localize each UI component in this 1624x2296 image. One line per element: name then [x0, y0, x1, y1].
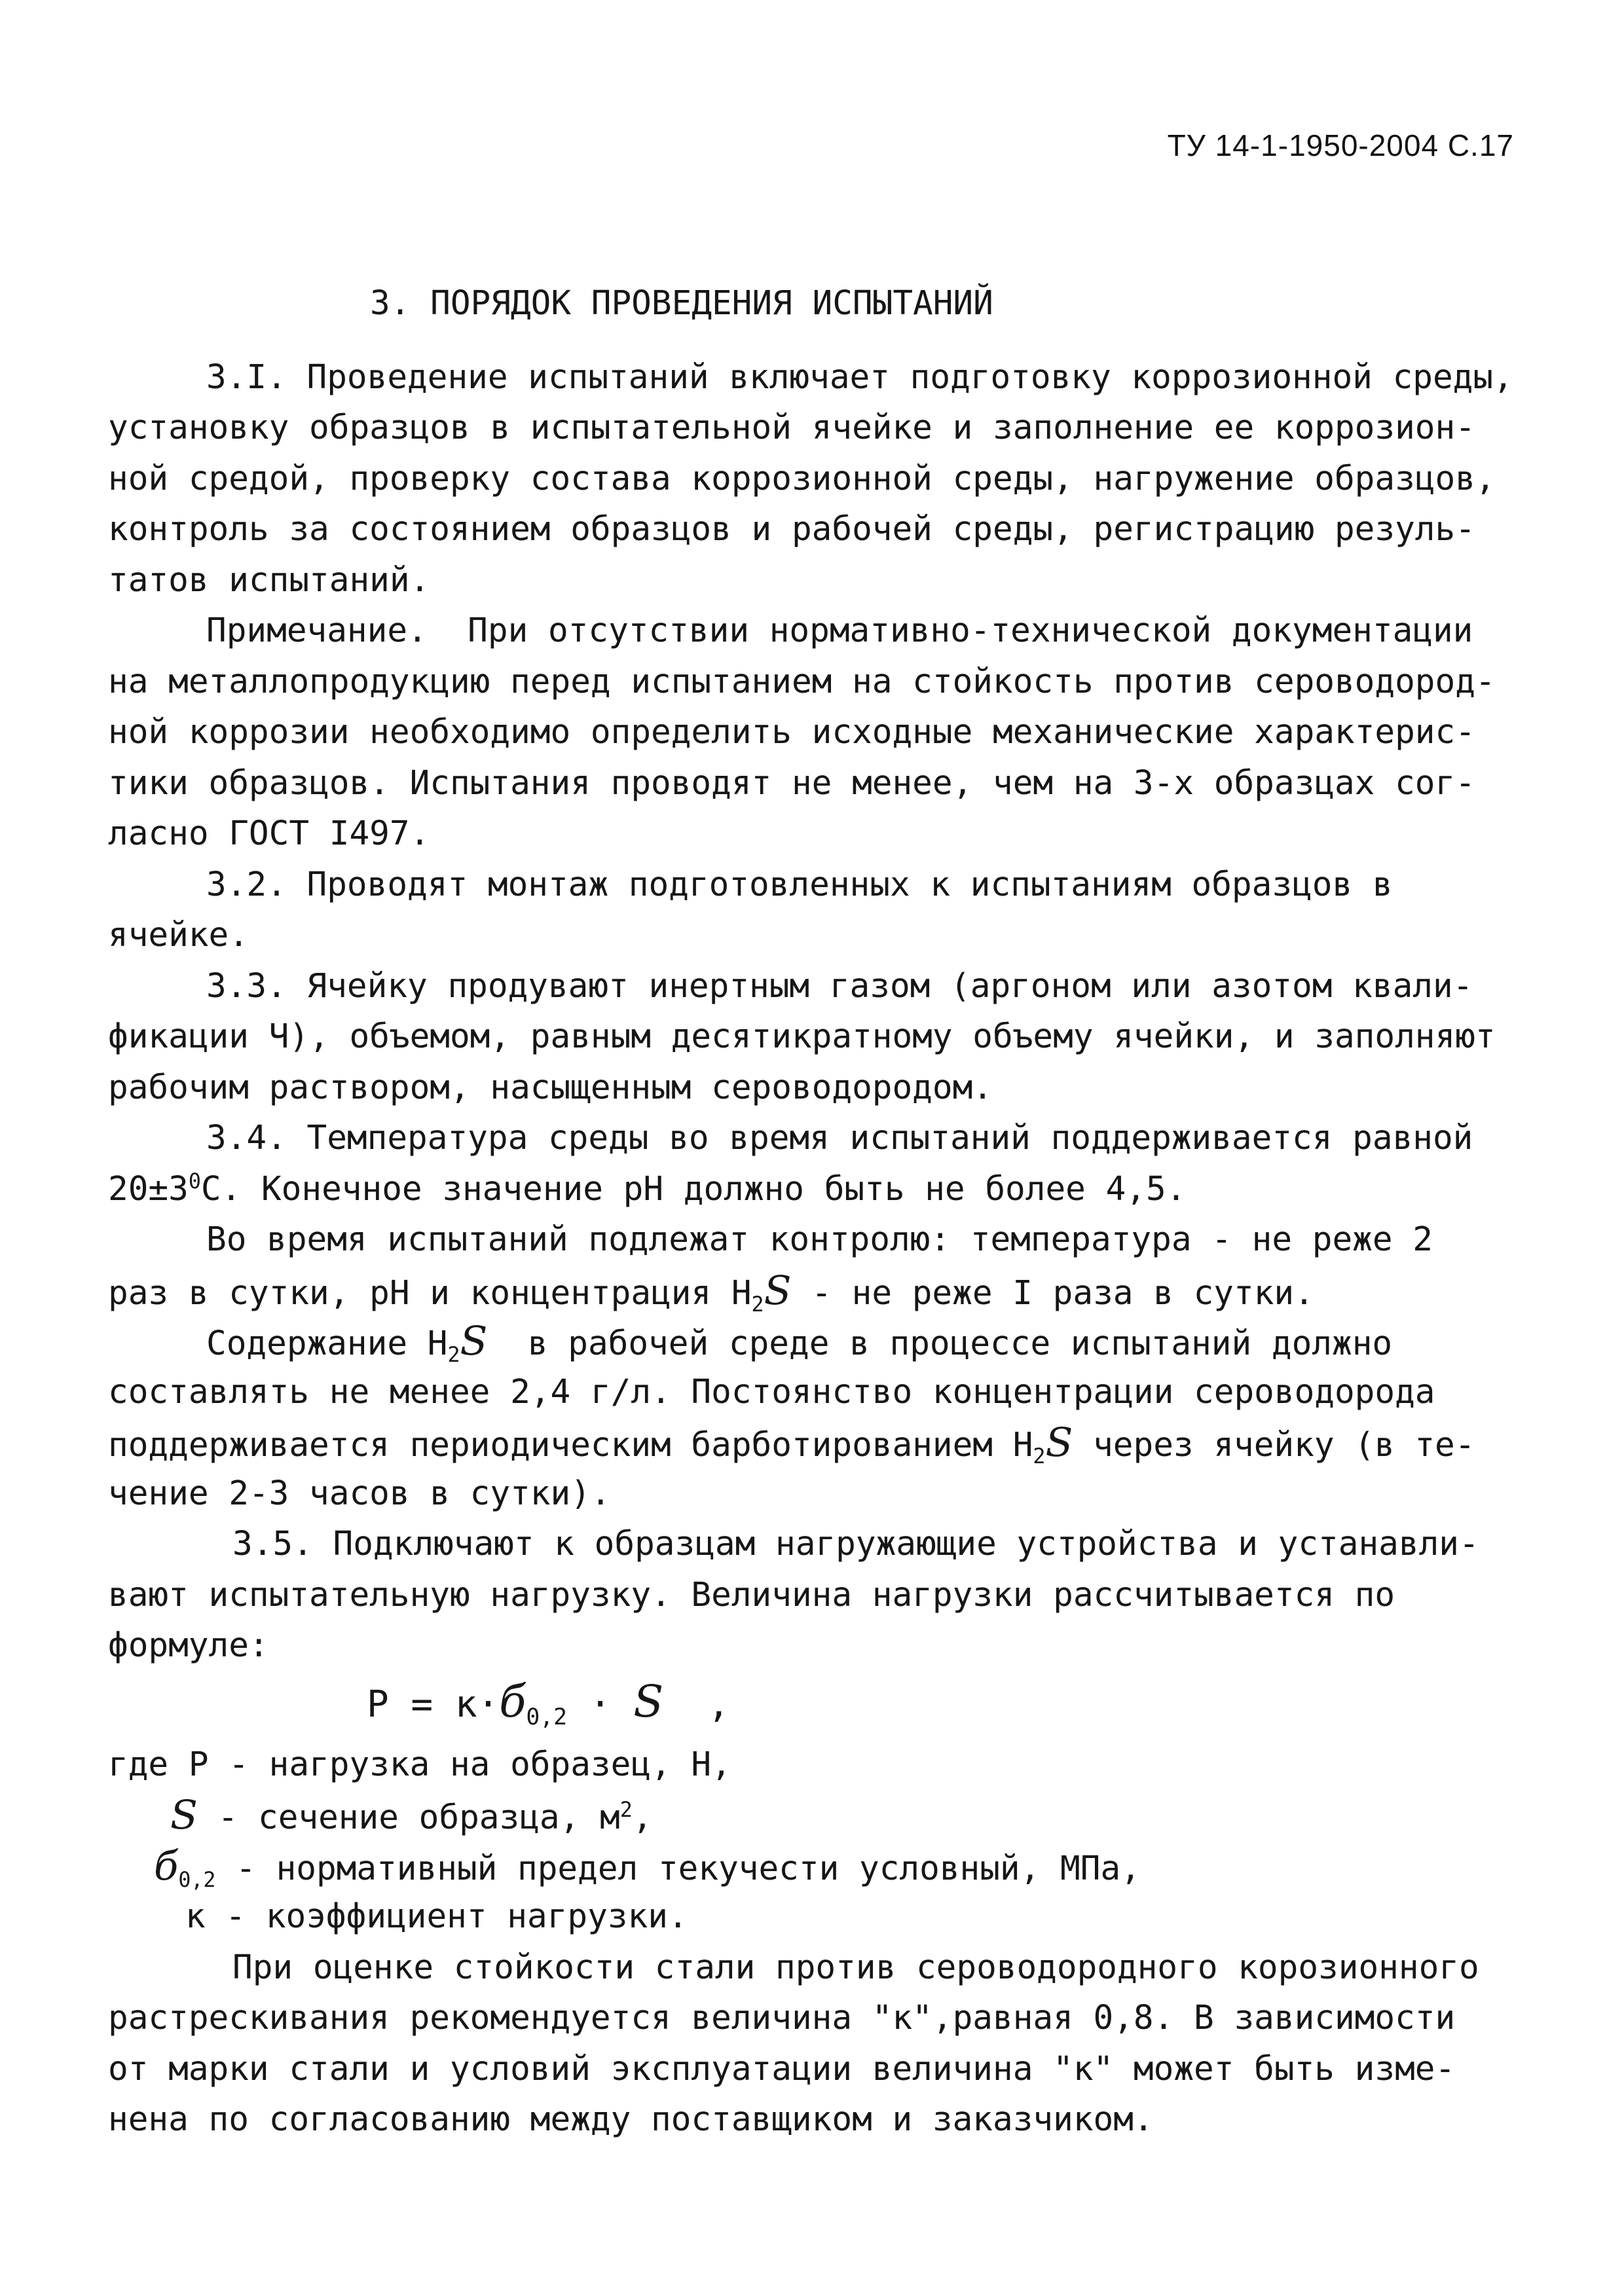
text-run: - нормативный предел текучести условный, МПа, — [215, 1849, 1141, 1888]
text-run: через ячейку (в те- — [1073, 1426, 1475, 1465]
paragraph-3-5 — [108, 1519, 1536, 1671]
definition-line — [108, 1841, 1536, 1892]
paragraph-line: составлять не менее 2,4 г/л. Постоянство концентрации сероводорода — [108, 1372, 1435, 1412]
paragraph-line: формуле: — [108, 1626, 269, 1665]
paragraph-line: нена по согласованию между поставщиком и заказчиком. — [108, 2100, 1154, 2139]
text-run: поддерживается периодическим барботированием H — [108, 1426, 1033, 1465]
superscript: 2 — [619, 1798, 633, 1822]
variable-definitions — [108, 1740, 1536, 1942]
paragraph-line: ной коррозии необходимо определить исходные механические характерис- — [108, 713, 1475, 752]
formula-tail: , — [663, 1683, 730, 1726]
paragraph-line: тики образцов. Испытания проводят не менее, чем на 3-х образцах сог- — [108, 763, 1475, 803]
section-title: 3. ПОРЯДОК ПРОВЕДЕНИЯ ИСПЫТАНИЙ — [370, 284, 993, 323]
document-body — [108, 278, 1536, 2145]
paragraph-line: растрескивания рекомендуется величина "к",равная 0,8. В зависимости — [108, 1999, 1456, 2037]
paragraph-line — [108, 1417, 1536, 1468]
document-code-header: ТУ 14-1-1950-2004 С.17 — [1167, 128, 1514, 162]
text-run: С. Конечное значение pH должно быть не более 4,5. — [200, 1169, 1187, 1209]
paragraph-3-3 — [108, 961, 1536, 1114]
symbol-s: S — [1045, 1419, 1073, 1466]
definition-line: к - коэффициент нагрузки. — [185, 1897, 688, 1936]
final-paragraph — [108, 1942, 1536, 2145]
symbol-s: S — [170, 1792, 198, 1838]
paragraph-3-4 — [108, 1113, 1536, 1214]
paragraph-3-2 — [108, 860, 1536, 961]
paragraph-line: установку образцов в испытательной ячейке и заполнение ее коррозион- — [108, 409, 1475, 447]
paragraph-3-1 — [108, 352, 1536, 606]
paragraph-line: фикации Ч), объемом, равным десятикратному объему ячейки, и заполняют — [108, 1017, 1496, 1056]
text-run: - сечение образца, м — [197, 1798, 620, 1837]
sigma-symbol: б — [154, 1842, 179, 1889]
paragraph-line: вают испытательную нагрузку. Величина нагрузки рассчитывается по — [108, 1575, 1395, 1614]
paragraph-line: контроль за состоянием образцов и рабочей среды, регистрацию резуль- — [108, 510, 1475, 549]
subscript: 2 — [447, 1343, 460, 1368]
paragraph-line — [108, 1316, 1536, 1367]
formula-subscript: 0,2 — [526, 1704, 568, 1730]
definition-line — [108, 1790, 1536, 1841]
content-paragraph — [108, 1316, 1536, 1519]
paragraph-line: рабочим раствором, насыщенным сероводородом. — [108, 1068, 993, 1107]
subscript: 2 — [1033, 1445, 1046, 1469]
paragraph-line: 3.2. Проводят монтаж подготовленных к испытаниям образцов в — [206, 865, 1393, 904]
degree-superscript: 0 — [188, 1169, 201, 1194]
paragraph-line: ячейке. — [108, 916, 249, 955]
paragraph-line: Во время испытаний подлежат контролю: температура - не реже 2 — [206, 1220, 1433, 1259]
paragraph-line: чение 2-3 часов в сутки). — [108, 1474, 611, 1513]
paragraph-line: 3.4. Температура среды во время испытаний поддерживается равной — [206, 1119, 1473, 1157]
symbol-s: S — [460, 1318, 488, 1364]
control-paragraph — [108, 1214, 1536, 1316]
symbol-s: S — [764, 1267, 792, 1314]
paragraph-line: ной средой, проверку состава коррозионной среды, нагружение образцов, — [108, 459, 1496, 498]
paragraph-line: ласно ГОСТ I497. — [108, 814, 430, 853]
paragraph-line: 3.I. Проведение испытаний включает подготовку коррозионной среды, — [206, 357, 1513, 397]
paragraph-line: 3.3. Ячейку продувают инертным газом (аргоном или азотом квали- — [206, 966, 1473, 1006]
paragraph-line: на металлопродукцию перед испытанием на стойкость против сероводород- — [108, 662, 1496, 701]
load-formula — [108, 1677, 1536, 1733]
subscript: 2 — [751, 1292, 764, 1317]
text-run: раз в сутки, pH и концентрация H — [108, 1273, 752, 1313]
text-run: , — [632, 1798, 653, 1837]
paragraph-line — [108, 1266, 1536, 1317]
text-run: Содержание H — [206, 1324, 448, 1363]
paragraph-line: от марки стали и условий эксплуатации величина "к" может быть изме- — [108, 2049, 1456, 2088]
text-run: - не реже I раза в сутки. — [791, 1273, 1314, 1313]
temperature-value: 20±3 — [108, 1169, 189, 1209]
paragraph-line: татов испытаний. — [108, 560, 430, 600]
text-run: в рабочей среде в процессе испытаний должно — [487, 1324, 1393, 1363]
definition-line: где P - нагрузка на образец, H, — [108, 1745, 731, 1784]
sigma-symbol: б — [499, 1675, 526, 1727]
symbol-s: S — [633, 1675, 664, 1727]
subscript: 0,2 — [178, 1868, 216, 1892]
formula-lhs: P = к· — [367, 1683, 500, 1726]
paragraph-line — [108, 1164, 1536, 1215]
note-paragraph — [108, 606, 1536, 860]
paragraph-line: 3.5. Подключают к образцам нагружающие устройства и устанавли- — [232, 1525, 1479, 1563]
paragraph-line: Примечание. При отсутствии нормативно-технической документации — [206, 611, 1473, 650]
paragraph-line: При оценке стойкости стали против сероводородного корозионного — [232, 1948, 1479, 1987]
formula-dot: · — [567, 1683, 634, 1726]
